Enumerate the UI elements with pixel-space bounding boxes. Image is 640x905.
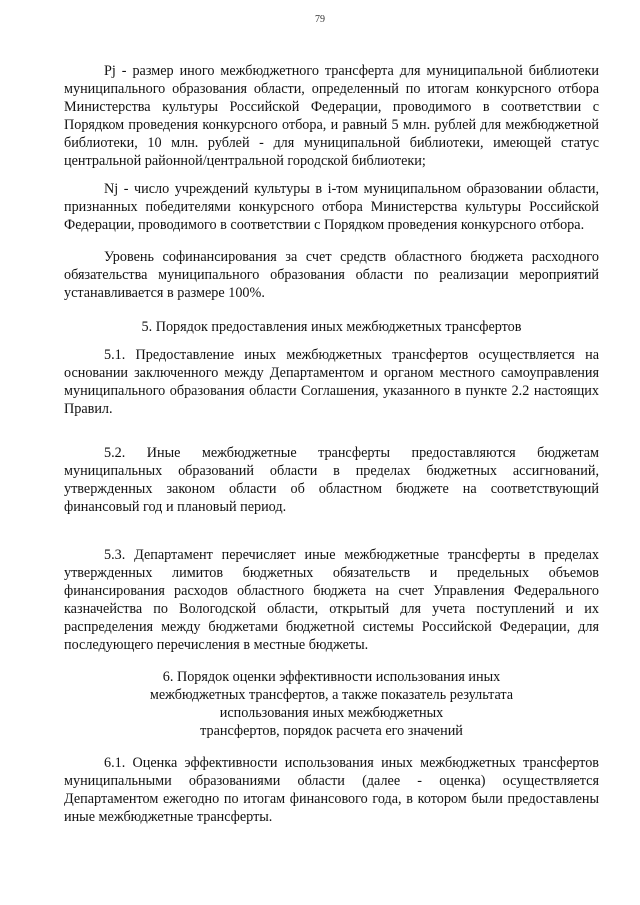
- paragraph-cofinancing: Уровень софинансирования за счет средств областного бюджета расходного обязательства муниципального образования области по реализации мероприятий устанавливается в размере 100%.: [64, 249, 599, 301]
- section-6-heading: [64, 668, 599, 740]
- section-6-heading-line: использования иных межбюджетных: [219, 705, 444, 721]
- paragraph-pj: Pj - размер иного межбюджетного трансферта для муниципальной библиотеки муниципального образования области, определенный по итогам конкурсного отбора Министерства культуры Российской Федерации, проводимого в соответствии с Порядком проведения конкурсного отбора, и равный 5 млн. рублей для межбюджетной библиотеки, 10 млн. рублей - для муниципальной библиотеки, имеющей статус центральной районной/центральной городской библиотеки;: [64, 63, 599, 169]
- section-6-heading-line: 6. Порядок оценки эффективности использования иных: [162, 669, 501, 685]
- paragraph-5-3: 5.3. Департамент перечисляет иные межбюджетные трансферты в пределах утвержденных лимитов бюджетных обязательств и предельных объемов финансирования расходов областного бюджета на счет Управления Федерального казначейства по Вологодской области, открытый для учета поступлений и их распределения между бюджетами бюджетной системы Российской Федерации, для последующего перечисления в местные бюджеты.: [64, 547, 599, 653]
- paragraph-6-1: 6.1. Оценка эффективности использования иных межбюджетных трансфертов муниципальными образованиями области (далее - оценка) осуществляется Департаментом ежегодно по итогам финансового года, в котором были предоставлены иные межбюджетные трансферты.: [64, 755, 599, 825]
- section-5-heading: 5. Порядок предоставления иных межбюджетных трансфертов: [141, 319, 522, 335]
- paragraph-5-1: 5.1. Предоставление иных межбюджетных трансфертов осуществляется на основании заключенного между Департаментом и органом местного самоуправления муниципального образования области Соглашения, указанного в пункте 2.2 настоящих Правил.: [64, 347, 599, 417]
- page-number: 79: [315, 14, 325, 25]
- section-6-heading-line: межбюджетных трансфертов, а также показатель результата: [149, 687, 514, 703]
- paragraph-nj: Nj - число учреждений культуры в i-том муниципальном образовании области, признанных победителями конкурсного отбора Министерства культуры Российской Федерации, проводимого в соответствии с Порядком проведения конкурсного отбора.: [64, 181, 599, 233]
- document-body: [64, 62, 599, 826]
- paragraph-5-2: 5.2. Иные межбюджетные трансферты предоставляются бюджетам муниципальных образований области в пределах бюджетных ассигнований, утвержденных законом области об областном бюджете на соответствующий финансовый год и плановый период.: [64, 445, 599, 515]
- section-6-heading-line: трансфертов, порядок расчета его значений: [200, 723, 463, 739]
